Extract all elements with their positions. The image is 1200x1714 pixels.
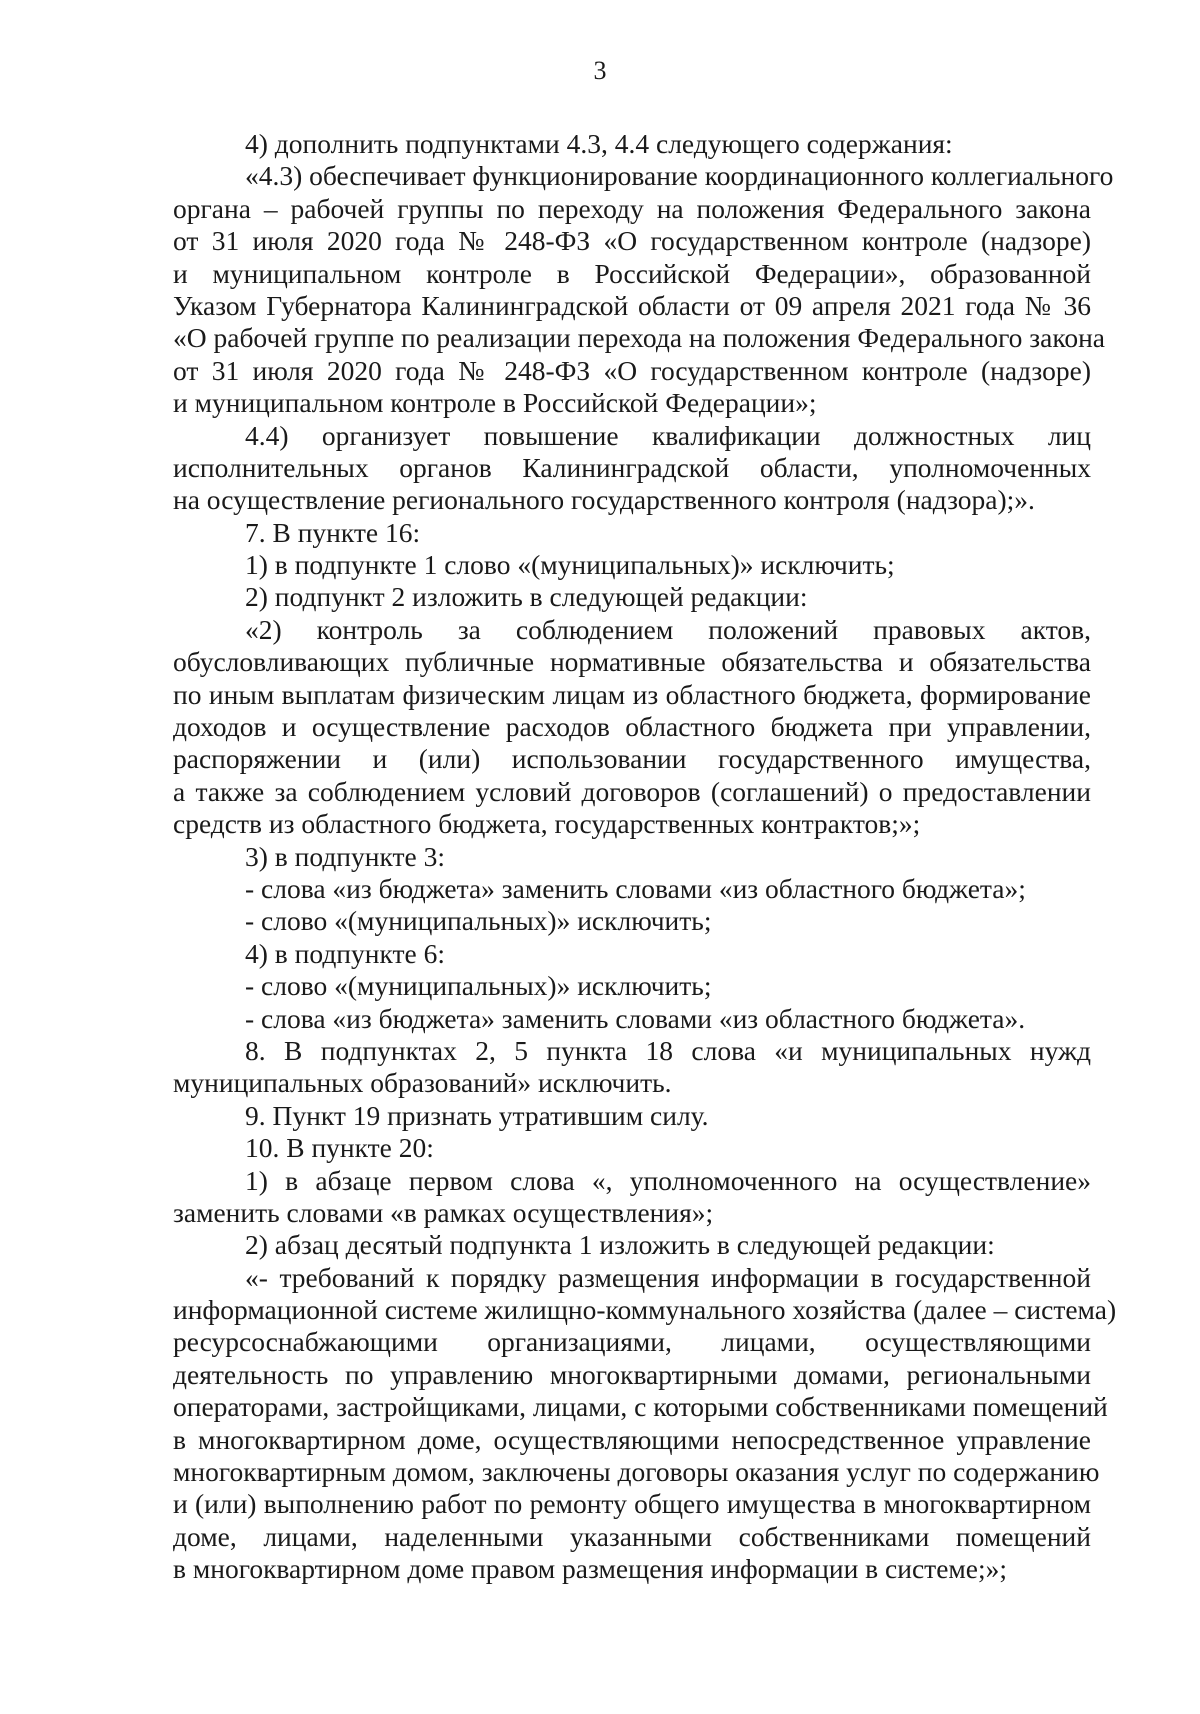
text-line: 4) дополнить подпунктами 4.3, 4.4 следующего содержания:: [245, 128, 953, 159]
text-line: 1) в абзаце первом слова «, уполномоченного на осуществление»: [245, 1164, 1091, 1196]
text-line: средств из областного бюджета, государственных контрактов;»;: [173, 808, 921, 840]
text-line: - слова «из бюджета» заменить словами «из областного бюджета»;: [245, 872, 1026, 904]
text-line: по иным выплатам физическим лицам из областного бюджета, формирование: [173, 678, 1091, 710]
text-line: 4.4) организует повышение квалификации должностных лиц: [245, 419, 1091, 451]
text-line: доме, лицами, наделенными указанными собственниками помещений: [173, 1520, 1091, 1552]
text-line: «- требований к порядку размещения информации в государственной: [245, 1261, 1091, 1293]
text-line: деятельность по управлению многоквартирными домами, региональными: [173, 1358, 1091, 1390]
text-line: 8. В подпунктах 2, 5 пункта 18 слова «и муниципальных нужд: [245, 1034, 1091, 1066]
text-line: информационной системе жилищно-коммунального хозяйства (далее – система): [173, 1294, 1117, 1326]
text-line: 2) подпункт 2 изложить в следующей редакции:: [245, 581, 808, 613]
text-line: - слова «из бюджета» заменить словами «из областного бюджета».: [245, 1002, 1026, 1034]
text-line: и муниципальном контроле в Российской Федерации»;: [173, 387, 817, 419]
text-line: «4.3) обеспечивает функционирование координационного коллегиального: [245, 160, 1114, 192]
text-line: 4) в подпункте 6:: [245, 937, 445, 969]
text-line: распоряжении и (или) использовании государственного имущества,: [173, 743, 1091, 775]
text-line: и муниципальном контроле в Российской Федерации», образованной: [173, 257, 1091, 289]
text-line: 7. В пункте 16:: [245, 516, 421, 548]
document-body: [173, 128, 1117, 1586]
text-line: органа – рабочей группы по переходу на положения Федерального закона: [173, 192, 1091, 224]
text-line: в многоквартирном доме правом размещения информации в системе;»;: [173, 1553, 1008, 1585]
text-line: а также за соблюдением условий договоров (соглашений) о предоставлении: [173, 775, 1091, 807]
text-line: 3) в подпункте 3:: [245, 840, 445, 872]
text-line: исполнительных органов Калининградской области, уполномоченных: [173, 451, 1091, 483]
text-line: Указом Губернатора Калининградской области от 09 апреля 2021 года № 36: [173, 289, 1091, 321]
text-line: в многоквартирном доме, осуществляющими непосредственное управление: [173, 1423, 1091, 1455]
text-line: - слово «(муниципальных)» исключить;: [245, 905, 712, 937]
text-line: 10. В пункте 20:: [245, 1132, 434, 1164]
text-line: заменить словами «в рамках осуществления»;: [173, 1196, 714, 1228]
text-line: «2) контроль за соблюдением положений правовых актов,: [245, 613, 1091, 645]
text-line: и (или) выполнению работ по ремонту общего имущества в многоквартирном: [173, 1488, 1091, 1520]
text-line: от 31 июля 2020 года № 248-ФЗ «О государственном контроле (надзоре): [173, 354, 1091, 386]
text-line: на осуществление регионального государственного контроля (надзора);».: [173, 484, 1035, 516]
text-line: 1) в подпункте 1 слово «(муниципальных)» исключить;: [245, 549, 895, 581]
text-line: 2) абзац десятый подпункта 1 изложить в следующей редакции:: [245, 1229, 995, 1261]
page-number: 3: [593, 56, 607, 85]
text-line: многоквартирным домом, заключены договоры оказания услуг по содержанию: [173, 1456, 1100, 1488]
text-line: операторами, застройщиками, лицами, с которыми собственниками помещений: [173, 1391, 1108, 1423]
text-line: 9. Пункт 19 признать утратившим силу.: [245, 1099, 709, 1131]
text-line: «О рабочей группе по реализации перехода на положения Федерального закона: [173, 322, 1106, 354]
text-line: ресурсоснабжающими организациями, лицами, осуществляющими: [173, 1326, 1091, 1358]
text-line: муниципальных образований» исключить.: [173, 1067, 672, 1099]
text-line: обусловливающих публичные нормативные обязательства и обязательства: [173, 646, 1091, 678]
text-line: от 31 июля 2020 года № 248-ФЗ «О государственном контроле (надзоре): [173, 225, 1091, 257]
text-line: доходов и осуществление расходов областного бюджета при управлении,: [173, 711, 1091, 743]
text-line: - слово «(муниципальных)» исключить;: [245, 970, 712, 1002]
